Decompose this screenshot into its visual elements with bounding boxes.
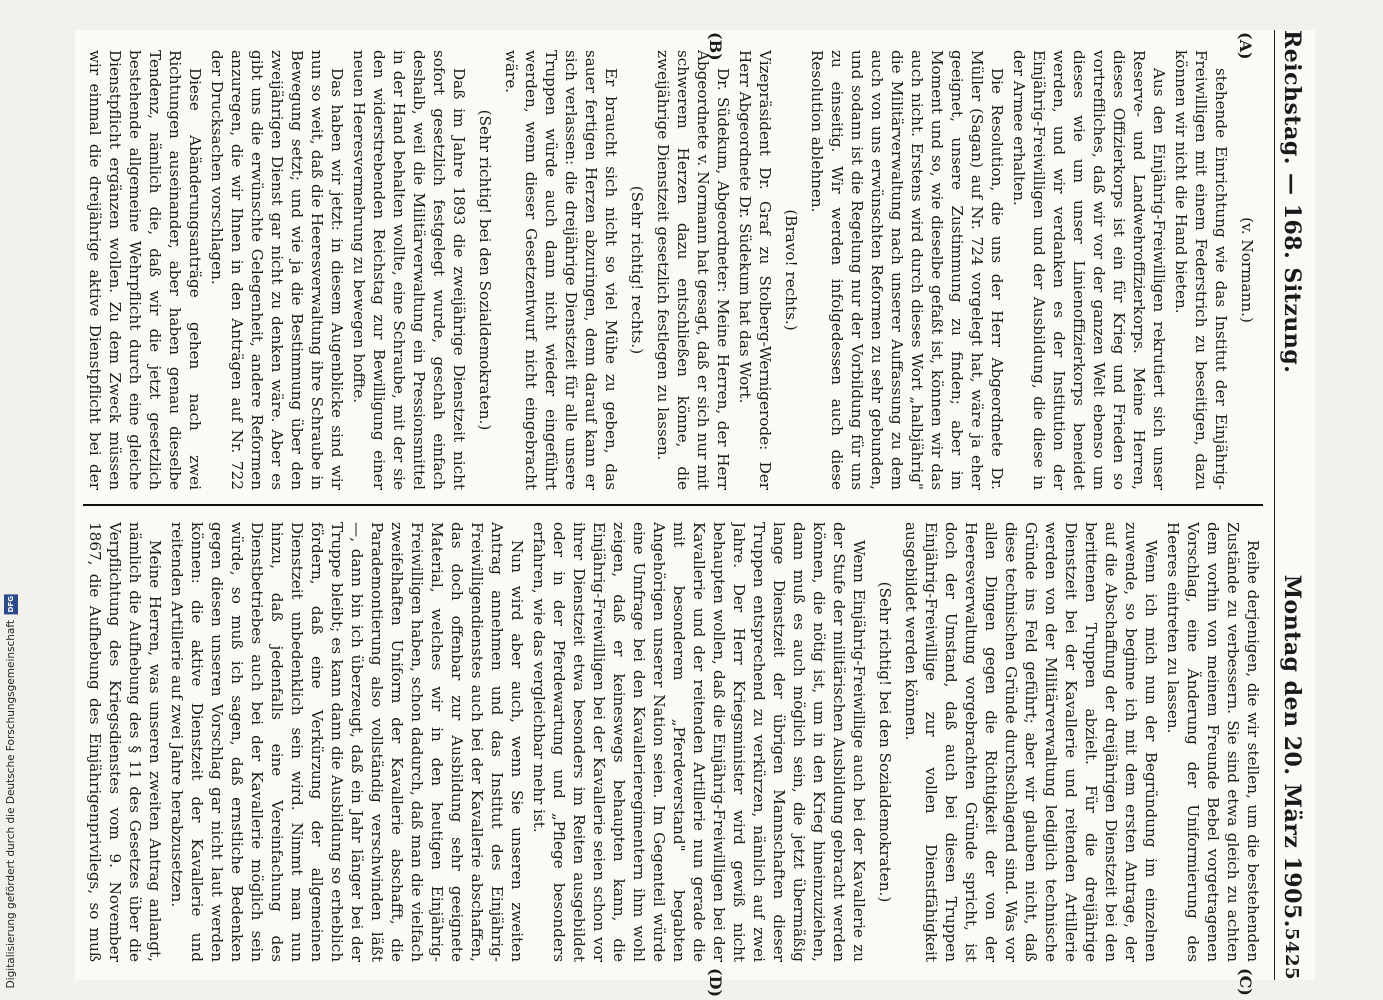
margin-mark-c: (C) [1236,968,1255,996]
paragraph: Daß im Jahre 1893 die zweijährige Dienstzeit nicht sofort gesetzlich festgelegt wurde, geschah einfach deshalb, weil die Militärverwaltung ein Pressionsmittel in der Hand behalten wollte, eine Schraube, mit der sie den widerstrebenden Reichstag zur Bewilligung einer neuen Heeresvermehrung zu bewegen hoffte. [350,50,468,490]
left-text-column [83,50,1263,490]
column-divider [83,504,1263,506]
header-session-title: Reichstag. — 168. Sitzung. [1279,30,1305,374]
paragraph: Meine Herren, was unseren zweiten Antrag anlangt, nämlich die Aufhebung des § 11 des Gesetzes über die Verpflichtung des Kriegsdienstes vom 9. November 1867, die Aufhebung des Einjährigenprivilegs, so muß [86,522,164,962]
credit-text: Digitalisierung gefördert durch die Deutsche Forschungsgemeinschaft [5,619,17,988]
paragraph: Aus den Einjährig-Freiwilligen rekrutiert sich unser Reserve- und Landwehroffizierkorps. Meine Herren, dieses Offizierkorps ist ein für Krieg und Frieden so vortreffliches, daß wir vor der ganzen Welt ebenso um dieses wie um unser Linienoffizierkorps beneidet werden, und wir verdanken es der Institution der Einjährig-Freiwilligen und der Ausbildung, die diese in der Armee erhalten. [1010,50,1168,490]
page-number: 5425 [1281,927,1303,981]
interjection: (Sehr richtig! rechts.) [628,185,646,355]
interjection: (Sehr richtig! bei den Sozialdemokraten.) [476,109,494,431]
paragraph: Diese Abänderungsanträge gehen nach zwei Richtungen auseinander, aber haben genau dieselbe Tendenz, nämlich die, daß wir die jetzt gesetzlich bestehende allgemeine Wehrpflicht durch eine gleiche Dienstpflicht ergänzen wollen. Zu dem Zweck müssen wir einmal die dreijährige aktive Dienstpflicht bei der [86,50,204,490]
paragraph: stehende Einrichtung wie das Institut der Einjährig-Freiwilligen mit einem Federstrich zu beseitigen, dazu können wir nicht die Hand bieten. [1172,50,1230,490]
dfg-logo-icon: DFG [4,594,18,614]
paragraph: Die Resolution, die uns der Herr Abgeordnete Dr. Müller (Sagan) auf Nr. 724 vorgelegt hat, wäre ja eher geeignet, unsere Zustimmung zu finden; aber im Moment und so, wie dieselbe gefaßt ist, können wir das auch nicht. Erstens wird durch dieses Wort „halbjährig" die Militärverwaltung nach unserer Auffassung zu dem auch von uns erwünschten Reformen zu sehr gebunden, und sodann ist die Regelung nur der Vorbildung für uns zu einseitig. Wir werden infolgedessen auch diese Resolution ablehnen. [808,50,1006,490]
paragraph: Das haben wir jetzt: in diesem Augenblicke sind wir nun so weit, daß die Heeresverwaltung ihre Schraube in Bewegung setzt; und wie ja die Bestimmung über den zweijährigen Dienst gar nicht zu denken wäre. Aber es gibt uns die erwünschte Gelegenheit, andere Reformen anzuregen, die wir Ihnen in den Anträgen auf Nr. 722 der Drucksachen vorschlagen. [208,50,346,490]
margin-mark-b: (B) [706,32,725,61]
right-text-column [83,522,1263,962]
rotated-print-sheet [75,30,1315,998]
interjection: (Sehr richtig! bei den Sozialdemokraten.) [876,581,894,903]
margin-mark-a: (A) [1236,32,1255,60]
speaker-tag: (v. Normann.) [1238,217,1256,323]
interjection: (Bravo! rechts.) [782,209,800,331]
margin-mark-d: (D) [706,968,725,998]
speaker-line: Vizepräsident Dr. Graf zu Stolberg-Wernigerode: Der Herr Abgeordnete Dr. Südekum hat das Wort. [736,50,774,490]
paragraph: Wenn Einjährig-Freiwillige auch bei der Kavallerie zu der Stufe der militärischen Ausbildung gebracht werden können, die nötig ist, um in den Krieg hineinzuziehen, dann muß es auch möglich sein, die jetzt übermäßig lange Dienstzeit der übrigen Mannschaften dieser Truppen entsprechend zu verkürzen, nämlich auf zwei Jahre. Der Herr Kriegsminister wird gewiß nicht behaupten wollen, daß die Einjährig-Freiwilligen bei der Kavallerie und der reitenden Artillerie nun gerade die mit besonderem „Pferdeverstand" begabten Angehörigen unserer Nation seien. Im Gegenteil würde eine Umfrage bei den Kavallerieregimentern ihm wohl zeigen, daß er keineswegs behaupten kann, die Einjährig-Freiwilligen bei der Kavallerie seien schon vor ihrer Dienstzeit etwa besonders im Reiten ausgebildet oder in der Pferdewartung und „Pflege besonders erfahren, wie das vergleichbar mehr ist. [530,522,868,962]
running-head [1274,30,1309,980]
paragraph: Er braucht sich nicht so viel Mühe zu geben, das sauer fertigen Herzen abzuringen, denn darauf kann er sich verlassen: die dreijährige Dienstzeit für alle unsere Truppen würde auch dann nicht wieder eingeführt werden, wenn dieser Gesetzentwurf nicht eingebracht wäre. [502,50,620,490]
paragraph: Dr. Südekum, Abgeordneter: Meine Herren, der Herr Abgeordnete v. Normann hat gesagt, daß er sich nur mit schwerem Herzen dazu entschließen könne, die zweijährige Dienstzeit gesetzlich festlegen zu lassen. [654,50,732,490]
digitization-credit [4,594,18,988]
paragraph: Wenn ich mich nun der Begründung im einzelnen zuwende, so beginne ich mit dem ersten Antrage, der auf die Abschaffung der dreijährigen Dienstzeit bei den berittenen Truppen abzielt. Für die dreijährige Dienstzeit bei der Kavallerie und reitenden Artillerie werden von der Militärverwaltung lediglich technische Gründe ins Feld geführt; aber wir glauben nicht, daß diese technischen Gründe durchschlagend sind. Was vor allen Dingen gegen die Richtigkeit der von der Heeresverwaltung vorgebrachten Gründe spricht, ist doch der Umstand, daß auch bei diesen Truppen Einjährig-Freiwillige zur vollen Dienstfähigkeit ausgebildet werden können. [902,522,1160,962]
paragraph: Nun wird aber auch, wenn Sie unseren zweiten Antrag annehmen und das Institut des Einjährig-Freiwilligendienstes auch bei der Kavallerie abschaffen, das doch offenbar zur Ausbildung sehr geeignete Material, welches wir in den heutigen Einjährig-Freiwilligen haben, schon dadurch, daß man die vielfach zweifelhaften Uniform der Kavallerie abschafft, die Parademontierung also vollständig verschwinden läßt —, dann bin ich überzeugt, daß ein Jahr länger bei der Truppe bleibt; es kann dann die Ausbildung so erheblich fördern, daß eine Verkürzung der allgemeinen Dienstzeit unbedenklich sein wird. Nimmt man nun hinzu, daß jedenfalls eine Vereinfachung des Dienstbetriebes auch bei der Kavallerie möglich sein würde, so muß ich sagen, daß ernstliche Bedenken gegen diesen unseren Vorschlag gar nicht laut werden können: die aktive Dienstzeit der Kavallerie und reitenden Artillerie auf zwei Jahre herabzusetzen. [168,522,526,962]
header-date: Montag den 20. März 1905. [1279,574,1305,928]
paragraph: Reihe derjenigen, die wir stellen, um die bestehenden Zustände zu verbessern. Sie sind etwa gleich zu achten dem vorhin von meinem Freunde Bebel vorgetragenen Vorschlag, eine Änderung der Uniformierung des Heeres eintreten zu lassen. [1164,522,1262,962]
